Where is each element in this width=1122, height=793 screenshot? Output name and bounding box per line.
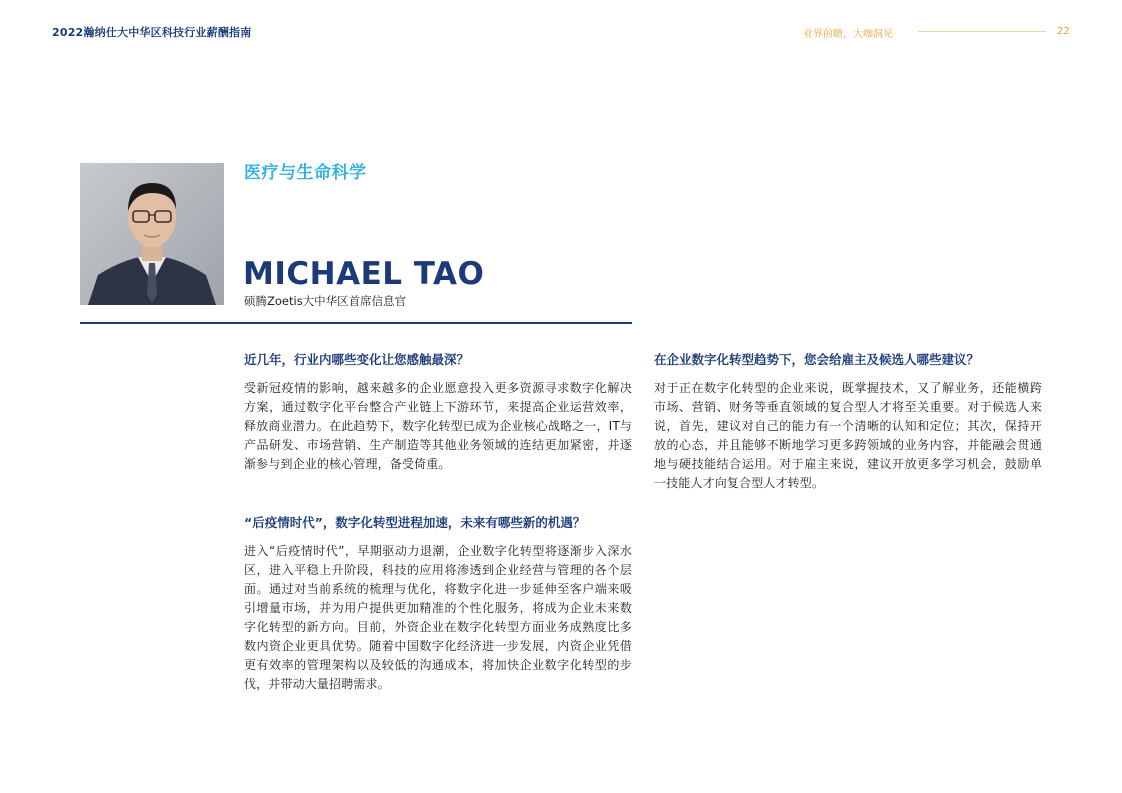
qa-block-3: [654, 350, 1042, 493]
header-divider: [918, 31, 1046, 32]
question-1: 近几年，行业内哪些变化让您感触最深？: [244, 352, 470, 367]
page-number: 22: [1057, 26, 1070, 37]
question-2: “后疫情时代”，数字化转型进程加速，未来有哪些新的机遇？: [244, 515, 586, 530]
qa-block-2: [244, 513, 632, 694]
qa-block-1: [244, 350, 632, 474]
section-title: 医疗与生命科学: [244, 163, 367, 183]
person-name: MICHAEL TAO: [243, 256, 485, 292]
answer-3: 对于正在数字化转型的企业来说，既掌握技术，又了解业务，还能横跨市场、营销、财务等垂直领域的复合型人才将至关重要。对于候选人来说，首先，建议对自己的能力有一个清晰的认知和定位；其次，保持开放的心态，并且能够不断地学习更多跨领域的业务内容，并能融会贯通地与硬技能结合运用。对于雇主来说，建议开放更多学习机会，鼓励单一技能人才向复合型人才转型。: [654, 381, 1042, 490]
person-job-title: 硕腾Zoetis大中华区首席信息官: [244, 294, 407, 308]
header-tagline: 业界前瞻，大咖洞见: [803, 29, 893, 40]
question-3: 在企业数字化转型趋势下，您会给雇主及候选人哪些建议？: [654, 352, 980, 367]
portrait-photo: [80, 163, 224, 305]
report-title: 2022瀚纳仕大中华区科技行业薪酬指南: [52, 26, 252, 39]
profile-divider: [80, 322, 632, 324]
answer-1: 受新冠疫情的影响，越来越多的企业愿意投入更多资源寻求数字化解决方案，通过数字化平台整合产业链上下游环节，来提高企业运营效率，释放商业潜力。在此趋势下，数字化转型已成为企业核心战略之一，IT与产品研发、市场营销、生产制造等其他业务领域的连结更加紧密，并逐渐参与到企业的核心管理，备受倚重。: [244, 381, 632, 471]
answer-2: 进入“后疫情时代”，早期驱动力退潮，企业数字化转型将逐渐步入深水区，进入平稳上升阶段，科技的应用将渗透到企业经营与管理的各个层面。通过对当前系统的梳理与优化，将数字化进一步延伸至客户端来吸引增量市场，并为用户提供更加精准的个性化服务，将成为企业未来数字化转型的新方向。目前，外资企业在数字化转型方面业务成熟度比多数内资企业更具优势。随着中国数字化经济进一步发展，内资企业凭借更有效率的管理架构以及较低的沟通成本，将加快企业数字化转型的步伐，并带动大量招聘需求。: [244, 544, 632, 691]
